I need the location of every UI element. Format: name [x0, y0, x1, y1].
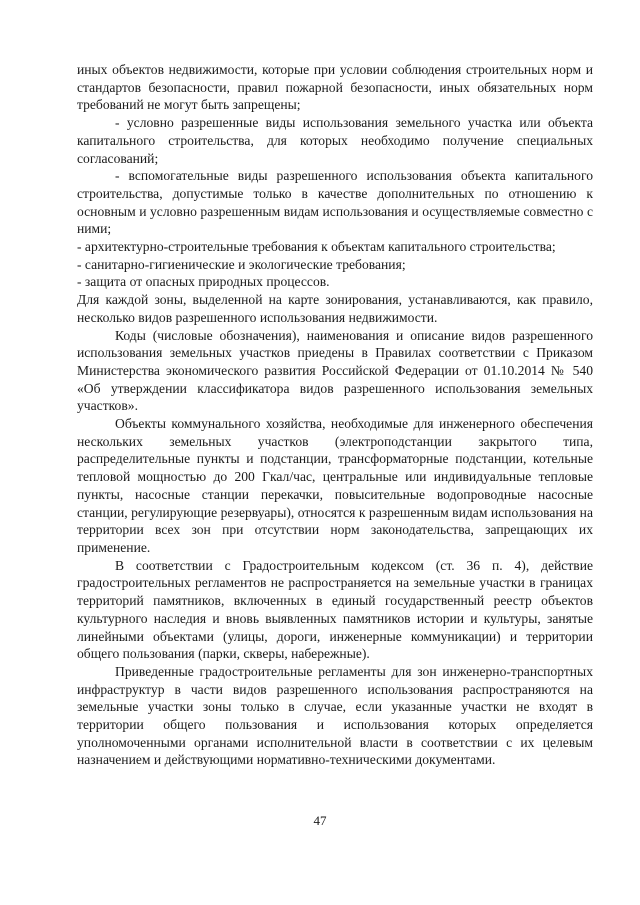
document-body [77, 61, 593, 769]
paragraph-1: иных объектов недвижимости, которые при условии соблюдения строительных норм и стандартов безопасности, правил пожарной безопасности, иных обязательных норм требований не могут быть запрещены; [77, 62, 593, 113]
paragraph-5: - санитарно-гигиенические и экологические требования; [77, 256, 406, 272]
paragraph-4: - архитектурно-строительные требования к объектам капитального строительства; [77, 239, 556, 255]
paragraph-8: Коды (числовые обозначения), наименования и описание видов разрешенного использования земельных участков приедены в Правилах соответствии с Приказом Министерства экономического развития Российской Федерации от 01.10.2014 № 540 «Об утверждении классификатора видов разрешенного использования земельных участков». [77, 327, 593, 414]
paragraph-3: - вспомогательные виды разрешенного использования объекта капитального строительства, допустимые только в качестве дополнительных по отношению к основным и условно разрешенным видам использования и осуществляемые совместно с ними; [77, 168, 593, 237]
paragraph-9: Объекты коммунального хозяйства, необходимые для инженерного обеспечения нескольких земельных участков (электроподстанции закрытого типа, распределительные пункты и подстанции, трансформаторные подстанции, котельные тепловой мощностью до 200 Гкал/час, центральные или индивидуальные тепловые пункты, насосные станции перекачки, повысительные водопроводные насосные станции, регулирующие резервуары), относятся к разрешенным видам использования на территории всех зон при отсутствии норм законодательства, запрещающих их применение. [77, 416, 593, 555]
paragraph-10: В соответствии с Градостроительным кодексом (ст. 36 п. 4), действие градостроительных регламентов не распространяется на земельные участки в границах территорий памятников, включенных в единый государственный реестр объектов культурного наследия и вновь выявленных памятников истории и культуры, занятые линейными объектами (улицы, дороги, инженерные коммуникации) и территории общего пользования (парки, скверы, набережные). [77, 557, 593, 662]
paragraph-2: - условно разрешенные виды использования земельного участка или объекта капитального строительства, для которых необходимо получение специальных согласований; [77, 115, 593, 166]
page-number: 47 [313, 813, 327, 828]
paragraph-6: - защита от опасных природных процессов. [77, 274, 330, 290]
paragraph-11: Приведенные градостроительные регламенты для зон инженерно-транспортных инфраструктур в части видов разрешенного использования распространяются на земельные участки зоны только в случае, если указанные участки не входят в территории общего пользования и использования которых определяется уполномоченными органами исполнительной власти в соответствии с их целевым назначением и действующими нормативно-техническими документами. [77, 663, 593, 768]
paragraph-7: Для каждой зоны, выделенной на карте зонирования, устанавливаются, как правило, несколько видов разрешенного использования недвижимости. [77, 292, 593, 325]
